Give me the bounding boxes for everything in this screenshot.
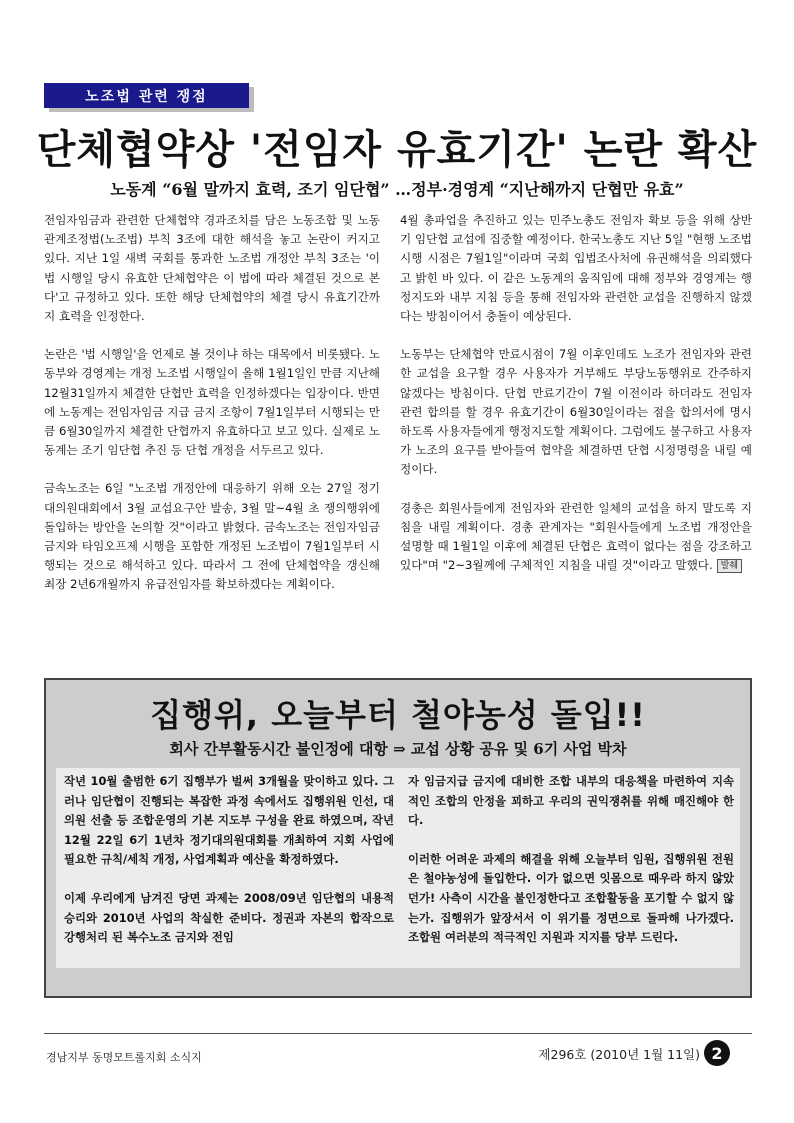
notice-right-column	[408, 772, 734, 967]
article-paragraph: 논란은 '법 시행일'을 언제로 볼 것이냐 하는 대목에서 비롯됐다. 노동부와 경영계는 개정 노조법 시행일이 올해 1월1일인 만큼 지난해 12월31일까지 체결한 단협만 효력을 인정하겠다는 입장이다. 반면에 노동계는 전임자임금 지급 금지 조항이 7월1일부터 시행되는 만큼 6월30일까지 체결한 단협까지 유효하다고 보고 있다. 실제로 노동계는 조기 임단협 추진 등 단협 개정을 서두르고 있다.	[44, 347, 380, 458]
article-headline: 단체협약상 '전임자 유효기간' 논란 확산	[36, 126, 758, 173]
footer-publisher: 경남지부 동명모트롤지회 소식지	[46, 1051, 202, 1064]
notice-body	[56, 768, 740, 968]
footer-divider	[44, 1033, 752, 1034]
article-paragraph: 금속노조는 6일 "노조법 개정안에 대응하기 위해 오는 27일 정기대의원대회에서 3월 교섭요구안 발송, 3월 말~4월 초 쟁의행위에 돌입하는 방안을 논의할 것"이라고 밝혔다. 금속노조는 전임자임금 금지와 타임오프제 시행을 포함한 개정된 노조법이 7월1일부터 시행되는 것으로 해석하고 있다. 따라서 그 전에 단체협약을 갱신해 최장 2년6개월까지 유급전임자를 확보하겠다는 계획이다.	[44, 481, 380, 592]
article-left-column	[44, 211, 380, 614]
article-subheadline: 노동계 “6월 말까지 효력, 조기 임단협” …정부·경영계 “지난해까지 단협만 유효”	[110, 180, 684, 199]
article-paragraph	[400, 499, 752, 576]
footer-issue: 제296호 (2010년 1월 11일)	[538, 1047, 700, 1062]
source-badge: 발췌	[717, 559, 742, 573]
notice-paragraph: 작년 10월 출범한 6기 집행부가 벌써 3개월을 맞이하고 있다. 그러나 임단협이 진행되는 복잡한 과정 속에서도 집행위원 인선, 대의원 선출 등 조합운영의 기본 지도부 구성을 완료 하였으며, 작년 12월 22일 6기 1년차 정기대의원대회를 개최하여 지회 사업에 필요한 규칙/세칙 개정, 사업계획과 예산을 확정하였다.	[64, 774, 394, 867]
notice-box	[44, 678, 752, 998]
article-paragraph: 노동부는 단체협약 만료시점이 7월 이후인데도 노조가 전임자와 관련한 교섭을 요구할 경우 사용자가 거부해도 부당노동행위로 간주하지 않겠다는 방침이다. 단협 만료기간이 7월 이전이라 하더라도 전임자 관련 합의를 할 경우 유효기간이 6월30일이라는 점을 합의서에 명시하도록 사용자들에게 행정지도할 계획이다. 그럼에도 불구하고 사용자가 노조의 요구를 받아들여 협약을 체결하면 단협 시정명령을 내릴 예정이다.	[400, 347, 752, 477]
article-paragraph: 4월 총파업을 추진하고 있는 민주노총도 전임자 확보 등을 위해 상반기 임단협 교섭에 집중할 예정이다. 한국노총도 지난 5일 "현행 노조법 시행 시점은 7월1일"이라며 국회 입법조사처에 유권해석을 의뢰했다고 밝힌 바 있다. 이 같은 노동계의 움직임에 대해 정부와 경영계는 행정지도와 내부 지침 등을 통해 전임자와 관련한 교섭을 진행하지 않겠다는 방침이어서 충돌이 예상된다.	[400, 213, 752, 324]
article-right-column	[400, 211, 752, 594]
notice-paragraph: 이러한 어려운 과제의 해결을 위해 오늘부터 임원, 집행위원 전원은 철야농성에 돌입한다. 이가 없으면 잇몸으로 때우라 하지 않았던가! 사측이 시간을 불인정한다고 조합활동을 포기할 수 없지 않는가. 집행위가 앞장서서 이 위기를 정면으로 돌파해 나가겠다. 조합원 여러분의 적극적인 지원과 지지를 당부 드린다.	[408, 851, 734, 945]
notice-left-column	[64, 772, 394, 967]
notice-paragraph: 이제 우리에게 남겨진 당면 과제는 2008/09년 임단협의 내용적 승리와 2010년 사업의 착실한 준비다. 정권과 자본의 합작으로 강행처리 된 복수노조 금지와 전임	[64, 890, 394, 945]
page-number: 2	[704, 1040, 730, 1066]
notice-title: 집행위, 오늘부터 철야농성 돌입!!	[150, 696, 646, 734]
notice-subtitle: 회사 간부활동시간 불인정에 대항 ⇒ 교섭 상황 공유 및 6기 사업 박차	[169, 740, 627, 758]
article-paragraph: 전임자임금과 관련한 단체협약 경과조치를 담은 노동조합 및 노동관계조정법(노조법) 부칙 3조에 대한 해석을 놓고 논란이 커지고 있다. 지난 1일 새벽 국회를 통과한 노조법 개정안 부칙 3조는 '이 법 시행일 당시 유효한 단체협약은 이 법에 따라 체결된 것으로 본다'고 규정하고 있다. 또한 해당 단체협약의 체결 당시 유효기간까지 효력을 인정한다.	[44, 213, 380, 324]
notice-paragraph: 자 임금지급 금지에 대비한 조합 내부의 대응책을 마련하여 지속적인 조합의 안정을 꾀하고 우리의 권익쟁취를 위해 매진해야 한다.	[408, 774, 734, 828]
section-tag: 노조법 관련 쟁점	[44, 83, 249, 108]
article-paragraph-text: 경총은 회원사들에게 전임자와 관련한 일체의 교섭을 하지 말도록 지침을 내릴 계획이다. 경총 관계자는 "회원사들에게 노조법 개정안을 설명할 때 1월1일 이후에 체결된 단협은 효력이 없다는 점을 강조하고 있다"며 "2~3월께에 구체적인 지침을 내릴 것"이라고 말했다.	[400, 500, 752, 573]
